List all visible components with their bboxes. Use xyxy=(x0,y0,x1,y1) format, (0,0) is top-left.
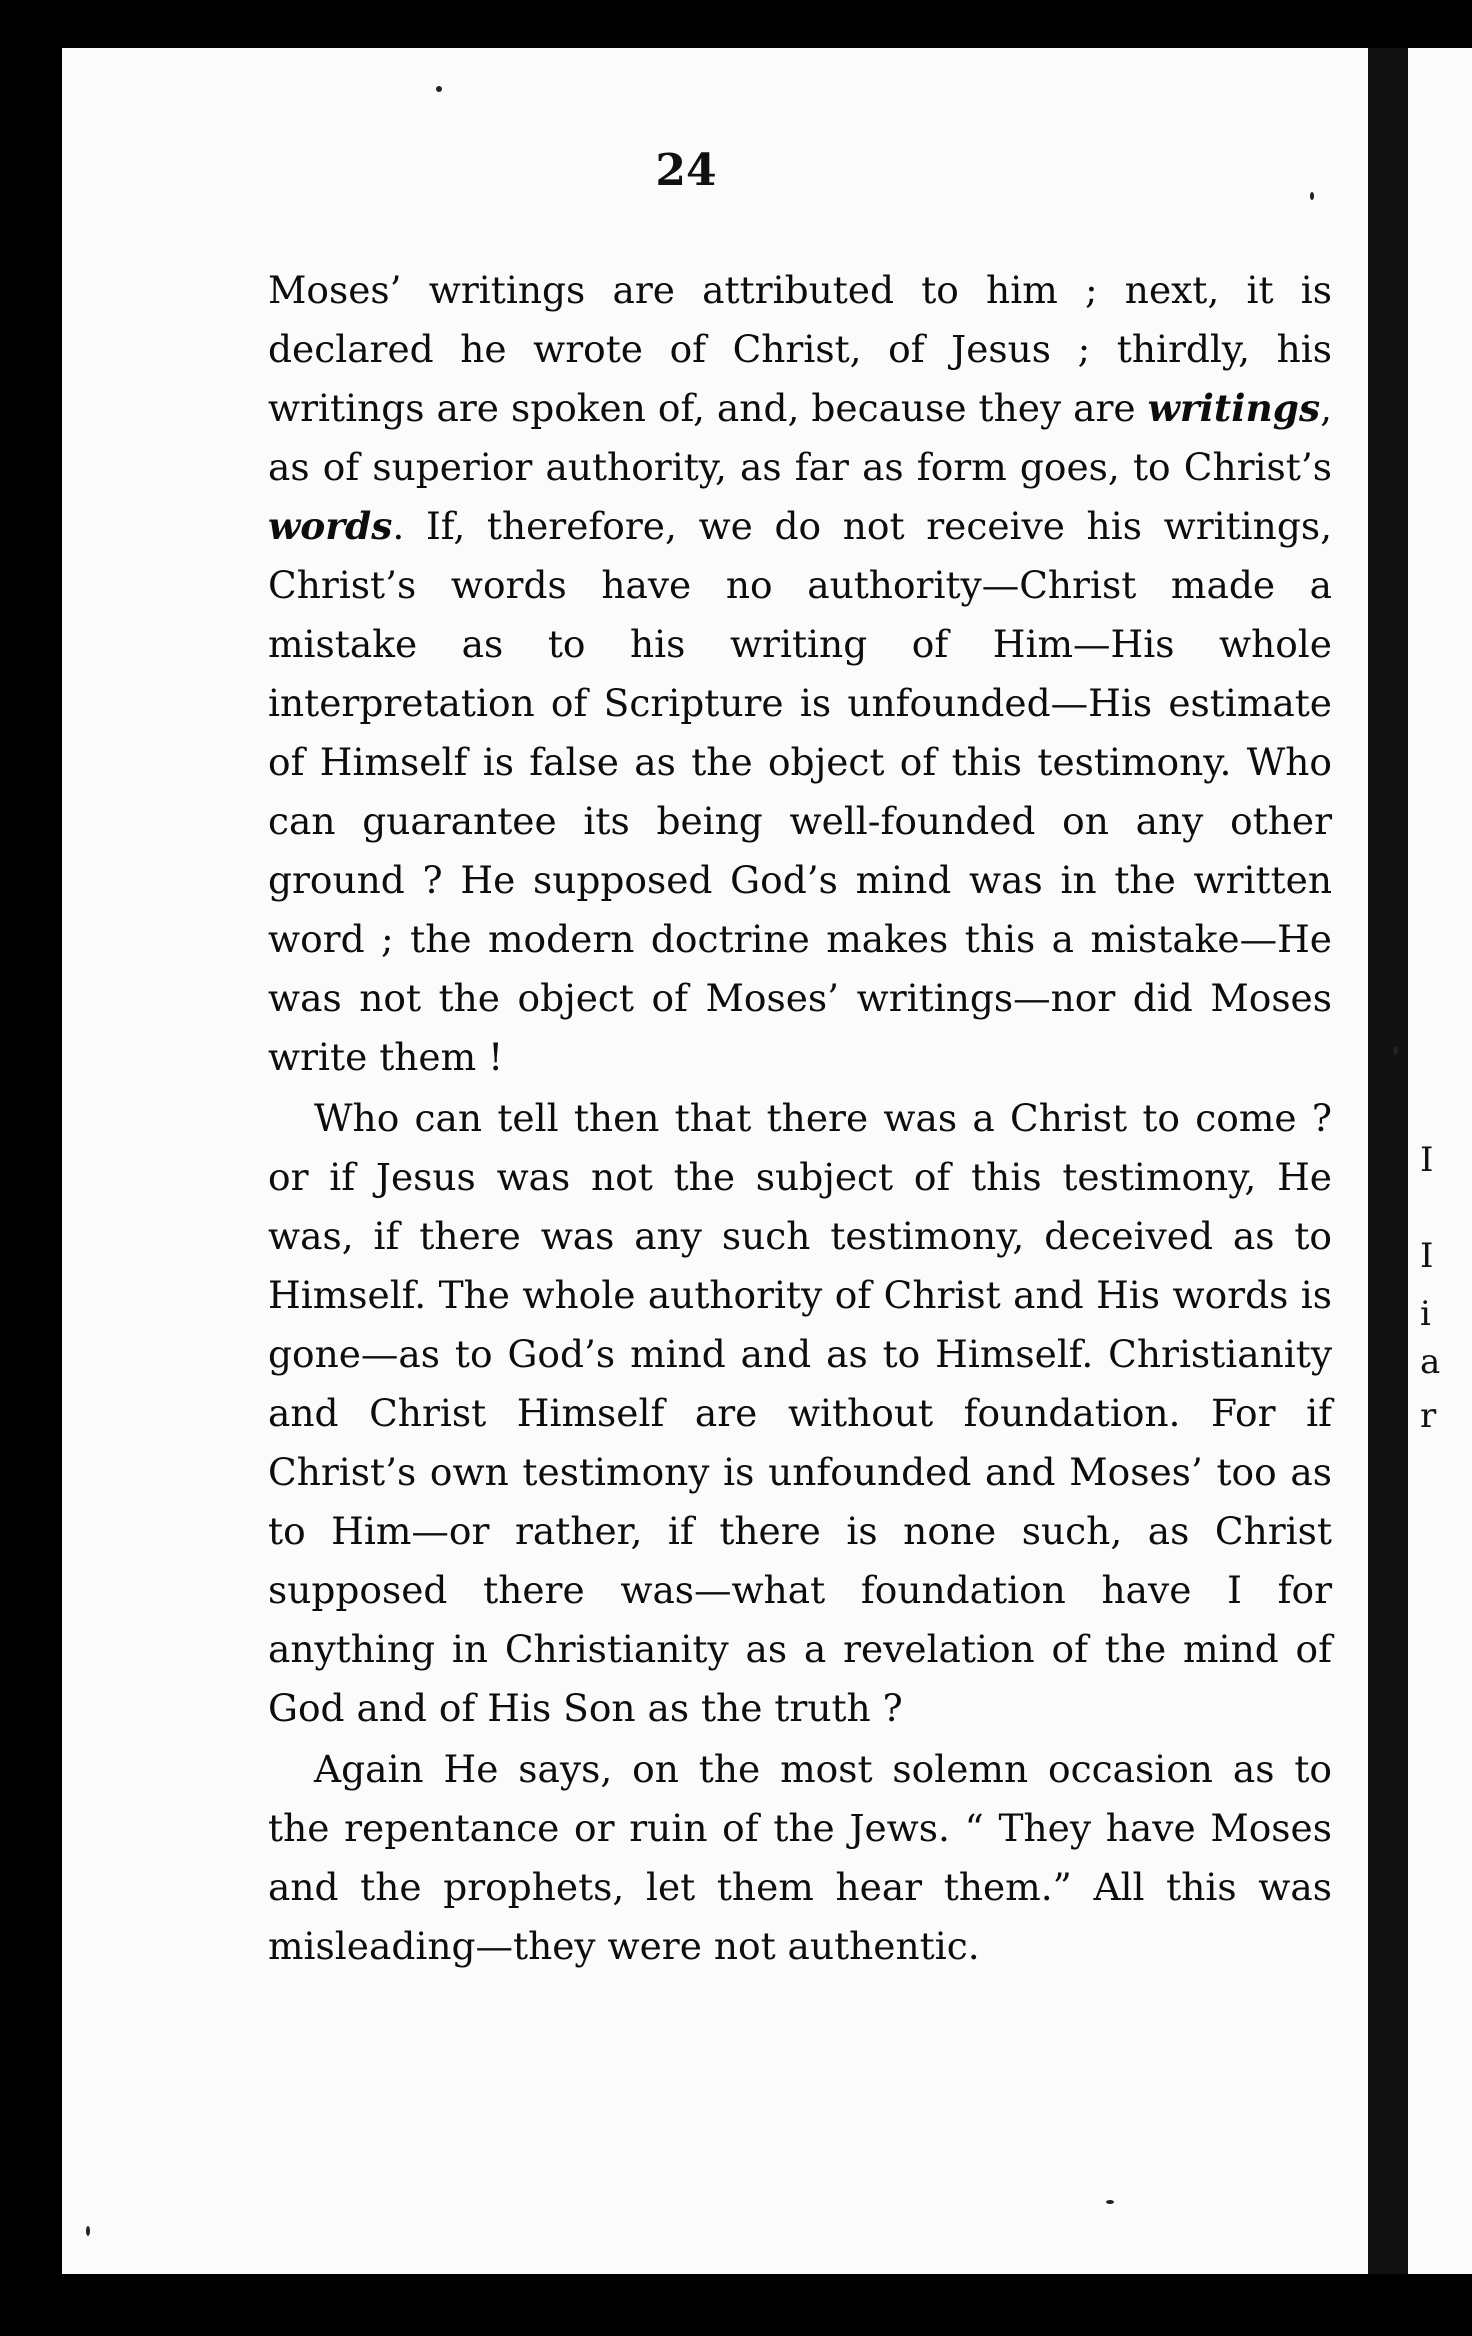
edge-glyph: I xyxy=(1420,1140,1434,1180)
text-run: Who can tell then that there was a Christ to come ? or if Jesus was not the subject of this testimony, He was, if there was any such testimony, deceived as to Himself. The whole authority of Christ and His words is gone—as to God’s mind and as to Himself. Christianity and Christ Himself are without foundation. For if Christ’s own testimony is unfounded and Moses’ too as to Him—or rather, if there is none such, as Christ supposed there was—what foundation have I for anything in Christianity as a revelation of the mind of God and of His Son as the truth ? xyxy=(268,1096,1332,1730)
italic-word: words xyxy=(268,504,393,548)
scan-speck xyxy=(1393,1046,1398,1055)
scan-speck xyxy=(436,86,442,92)
text-run: Again He says, on the most solemn occasion as to the repentance or ruin of the Jews. “ They have Moses and the prophets, let them hear them.” All this was misleading—they were not authentic. xyxy=(268,1747,1332,1968)
edge-glyph: I xyxy=(1420,1236,1434,1276)
paragraph xyxy=(268,1089,1332,1738)
page-number: 24 xyxy=(655,145,717,196)
text-run: , as of superior authority, as far as form goes, to Christ’s xyxy=(268,386,1332,489)
adjacent-page-edge xyxy=(1408,48,1472,2274)
body-text xyxy=(268,261,1332,1976)
edge-glyph: i xyxy=(1420,1294,1431,1334)
edge-glyph: a xyxy=(1420,1342,1441,1382)
paragraph xyxy=(268,1740,1332,1976)
text-run: . If, therefore, we do not receive his writings, Christ’s words have no authority—Christ made a mistake as to his writing of Him—His whole interpretation of Scripture is unfounded—His estimate of Himself is false as the object of this testimony. Who can guarantee its being well-founded on any other ground ? He supposed God’s mind was in the written word ; the modern doctrine makes this a mistake—He was not the object of Moses’ writings—nor did Moses write them ! xyxy=(268,504,1332,1079)
text-run: Moses’ writings are attributed to him ; next, it is declared he wrote of Christ, of Jesus ; thirdly, his writings are spoken of, and, because they are xyxy=(268,268,1332,430)
page-gutter xyxy=(1368,48,1408,2274)
edge-glyph: r xyxy=(1420,1396,1437,1436)
paragraph xyxy=(268,261,1332,1087)
scan-speck xyxy=(86,2226,90,2236)
italic-word: writings xyxy=(1147,386,1321,430)
scan-speck xyxy=(1106,2200,1114,2204)
